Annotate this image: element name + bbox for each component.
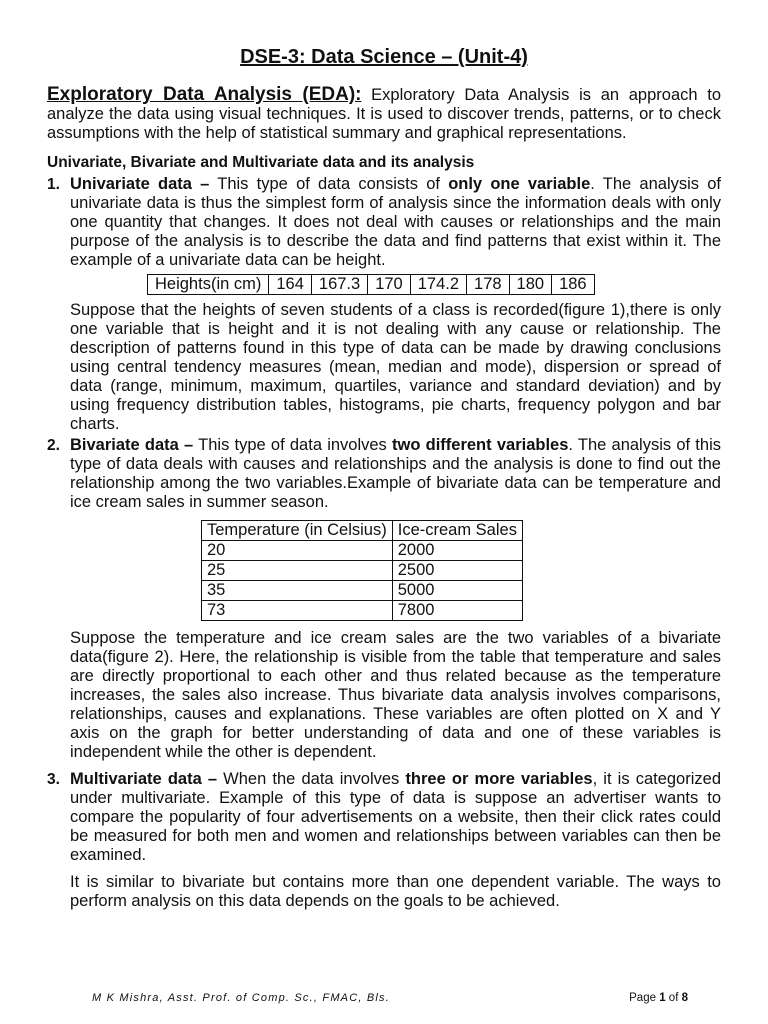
item-number: 3. bbox=[47, 771, 60, 788]
table-cell: 167.3 bbox=[311, 275, 367, 295]
univariate-item bbox=[47, 175, 721, 434]
heights-table bbox=[147, 274, 595, 295]
table-cell: 186 bbox=[552, 275, 595, 295]
univariate-paragraph bbox=[70, 175, 721, 270]
page-total: 8 bbox=[681, 992, 688, 1004]
bivariate-text-b: . The analysis of this type of data deals with causes and relationships and the analysis is done to find out the relationship among the two variables.Example of bivariate data can be temperature and ice cream sales in summer season. bbox=[70, 436, 721, 511]
intro-paragraph bbox=[47, 85, 721, 143]
table-header-cell: Ice-cream Sales bbox=[392, 521, 522, 541]
table-cell: 35 bbox=[202, 581, 393, 601]
univariate-followup: Suppose that the heights of seven students of a class is recorded(figure 1),there is only one variable that is height and it is not dealing with any cause or relationship. The description of patterns found in this type of data can be made by drawing conclusions using central tendency measures (mean, median and mode), dispersion or spread of data (range, minimum, maximum, quartiles, variance and standard deviation) and by using frequency distribution tables, histograms, pie charts, frequency polygon and bar charts. bbox=[70, 301, 721, 433]
multivariate-text-b: , it is categorized under multivariate. Example of this type of data is suppose an advertiser wants to compare the popularity of four advertisements on a website, then their click rates could be measured for both men and women and relationships between variables can then be examined. bbox=[70, 770, 721, 864]
univariate-lead: Univariate data – bbox=[70, 175, 210, 193]
table-cell: 174.2 bbox=[410, 275, 466, 295]
bivariate-paragraph bbox=[70, 436, 721, 512]
table-cell: 20 bbox=[202, 541, 393, 561]
table-cell: 73 bbox=[202, 601, 393, 621]
bivariate-bold: two different variables bbox=[392, 436, 569, 454]
page-footer bbox=[92, 991, 688, 1005]
table-cell: 164 bbox=[269, 275, 312, 295]
table-row bbox=[202, 581, 523, 601]
table-row bbox=[202, 541, 523, 561]
multivariate-followup: It is similar to bivariate but contains more than one dependent variable. The ways to perform analysis on this data depends on the goals to be achieved. bbox=[70, 873, 721, 910]
table-row bbox=[202, 561, 523, 581]
page-title: DSE-3: Data Science – (Unit-4) bbox=[240, 46, 528, 68]
table-cell: 25 bbox=[202, 561, 393, 581]
table-row bbox=[202, 601, 523, 621]
univariate-text-b: . The analysis of univariate data is thus the simplest form of analysis since the information deals with only one quantity that changes. It does not deal with causes or relationships and the main purpose of the analysis is to describe the data and find patterns that exist within it. The example of a univariate data can be height. bbox=[70, 175, 722, 269]
item-number: 2. bbox=[47, 437, 60, 454]
page-of: of bbox=[665, 992, 682, 1004]
table-header-cell: Temperature (in Celsius) bbox=[202, 521, 393, 541]
table-cell: Heights(in cm) bbox=[148, 275, 269, 295]
multivariate-paragraph bbox=[70, 770, 721, 865]
bivariate-item bbox=[47, 436, 721, 762]
table-cell: 180 bbox=[509, 275, 552, 295]
bivariate-lead: Bivariate data – bbox=[70, 436, 194, 454]
univariate-bold: only one variable bbox=[448, 175, 591, 193]
page-number bbox=[629, 991, 688, 1005]
multivariate-bold: three or more variables bbox=[405, 770, 593, 788]
multivariate-text-a: When the data involves bbox=[217, 770, 406, 788]
table-cell: 2500 bbox=[392, 561, 522, 581]
footer-author: M K Mishra, Asst. Prof. of Comp. Sc., FMAC, Bls. bbox=[92, 992, 391, 1004]
table-cell: 5000 bbox=[392, 581, 522, 601]
table-header-row bbox=[202, 521, 523, 541]
univariate-text-a: This type of data consists of bbox=[209, 175, 449, 193]
table-cell: 178 bbox=[467, 275, 510, 295]
section-heading: Univariate, Bivariate and Multivariate data and its analysis bbox=[47, 154, 475, 171]
table-cell: 170 bbox=[368, 275, 411, 295]
bivariate-text-a: This type of data involves bbox=[193, 436, 393, 454]
intro-text: Exploratory Data Analysis is an approach to analyze the data using visual techniques. It is used to discover trends, patterns, or to check assumptions with the help of statistical summary and graphical representations. bbox=[47, 86, 721, 142]
multivariate-lead: Multivariate data – bbox=[70, 770, 218, 788]
page-current: 1 bbox=[659, 992, 666, 1004]
multivariate-item bbox=[47, 770, 721, 911]
table-cell: 2000 bbox=[392, 541, 522, 561]
eda-heading: Exploratory Data Analysis (EDA): bbox=[47, 84, 362, 105]
temperature-sales-table bbox=[201, 520, 523, 621]
table-cell: 7800 bbox=[392, 601, 522, 621]
table-row bbox=[148, 275, 595, 295]
bivariate-followup: Suppose the temperature and ice cream sales are the two variables of a bivariate data(figure 2). Here, the relationship is visible from the table that temperature and sales are directly proportional to each other and thus related because as the temperature increases, the sales also increase. Thus bivariate data analysis involves comparisons, relationships, causes and explanations. These variables are often plotted on X and Y axis on the graph for better understanding of data and one of these variables is independent while the other is dependent. bbox=[70, 629, 721, 761]
item-number: 1. bbox=[47, 176, 60, 193]
page-prefix: Page bbox=[629, 992, 660, 1004]
